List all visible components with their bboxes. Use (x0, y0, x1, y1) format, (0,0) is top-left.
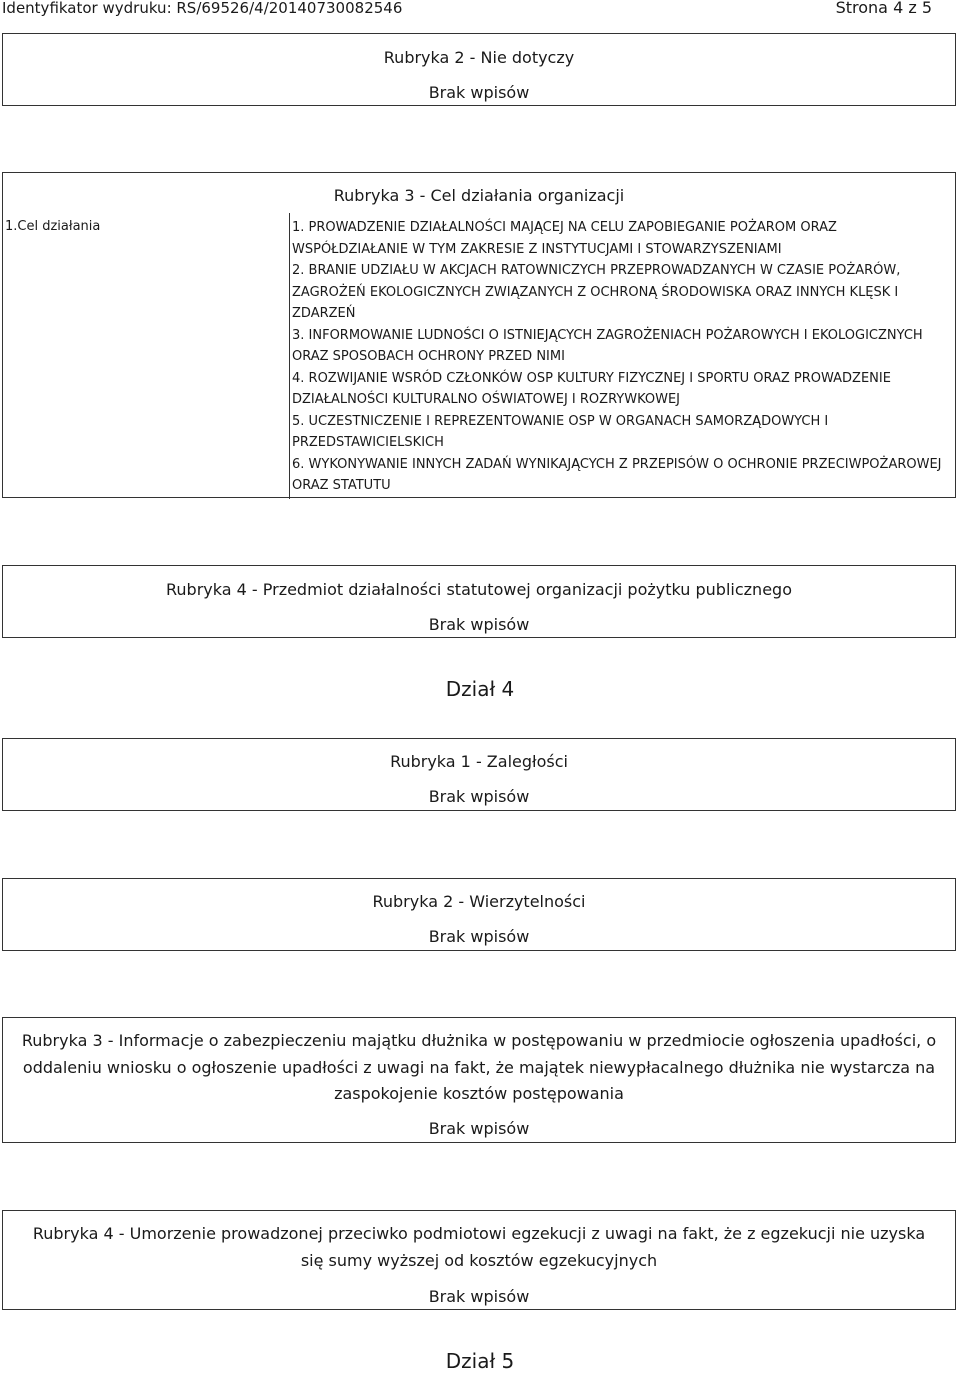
empty-entry: Brak wpisów (428, 615, 530, 634)
empty-entry: Brak wpisów (428, 927, 530, 946)
list-item: 6. WYKONYWANIE INNYCH ZADAŃ WYNIKAJĄCYCH Z PRZEPISÓW O OCHRONIE PRZECIWPOŻAROWEJ ORAZ STATUTU (292, 456, 942, 493)
section-rubryka-4-przedmiot (2, 565, 956, 638)
section-title: Rubryka 4 - Umorzenie prowadzonej przeciwko podmiotowi egzekucji z uwagi na fakt, że z egzekucji nie uzyska się sumy wyższej od kosztów egzekucyjnych (32, 1224, 926, 1270)
empty-entry: Brak wpisów (428, 83, 530, 102)
empty-entry: Brak wpisów (428, 1287, 530, 1306)
section-rubryka-2 (2, 33, 956, 106)
section-title: Rubryka 2 - Wierzytelności (372, 892, 586, 911)
section-zabezpieczenie (2, 1017, 956, 1143)
empty-entry: Brak wpisów (428, 787, 530, 806)
page-number: Strona 4 z 5 (835, 0, 932, 17)
print-identifier: Identyfikator wydruku: RS/69526/4/20140730082546 (2, 0, 403, 17)
section-umorzenie (2, 1210, 956, 1310)
section-wierzytelnosci (2, 878, 956, 951)
section-title: Rubryka 3 - Informacje o zabezpieczeniu majątku dłużnika w postępowaniu w przedmiocie ogłoszenia upadłości, o oddaleniu wniosku o ogłoszenie upadłości z uwagi na fakt, że majątek niewypłacalnego dłużnika nie wystarcza na zaspokojenie kosztów postępowania (21, 1031, 937, 1103)
section-rubryka-3-cel (2, 172, 956, 498)
list-item: 2. BRANIE UDZIAŁU W AKCJACH RATOWNICZYCH PRZEPROWADZANYCH W CZASIE POŻARÓW, ZAGROŻEŃ EKOLOGICZNYCH ZWIĄZANYCH Z OCHRONĄ ŚRODOWISKA ORAZ INNYCH KLĘSK I ZDARZEŃ (292, 263, 901, 321)
column-divider (289, 213, 290, 499)
list-item: 1. PROWADZENIE DZIAŁALNOŚCI MAJĄCEJ NA CELU ZAPOBIEGANIE POŻAROM ORAZ WSPÓŁDZIAŁANIE W TYM ZAKRESIE Z INSTYTUCJAMI I STOWARZYSZENIAMI (292, 220, 837, 257)
section-title: Rubryka 2 - Nie dotyczy (383, 48, 575, 67)
list-item: 4. ROZWIJANIE WSRÓD CZŁONKÓW OSP KULTURY FIZYCZNEJ I SPORTU ORAZ PROWADZENIE DZIAŁALNOŚCI KULTURALNO OŚWIATOWEJ I ROZRYWKOWEJ (292, 370, 891, 407)
field-label: 1.Cel działania (5, 219, 101, 234)
empty-entry: Brak wpisów (428, 1119, 530, 1138)
section-title: Rubryka 4 - Przedmiot działalności statutowej organizacji pożytku publicznego (166, 580, 792, 599)
list-item: 3. INFORMOWANIE LUDNOŚCI O ISTNIEJĄCYCH ZAGROŻENIACH POŻAROWYCH I EKOLOGICZNYCH ORAZ SPOSOBACH OCHRONY PRZED NIMI (292, 327, 923, 364)
goals-list (292, 219, 947, 497)
list-item: 5. UCZESTNICZENIE I REPREZENTOWANIE OSP W ORGANACH SAMORZĄDOWYCH I PRZEDSTAWICIELSKICH (292, 413, 829, 450)
dzial-4-heading: Dział 4 (445, 677, 515, 701)
section-zaleglosci (2, 738, 956, 811)
section-title: Rubryka 3 - Cel działania organizacji (333, 186, 625, 205)
dzial-5-heading: Dział 5 (445, 1349, 515, 1373)
section-title: Rubryka 1 - Zaległości (390, 752, 568, 771)
